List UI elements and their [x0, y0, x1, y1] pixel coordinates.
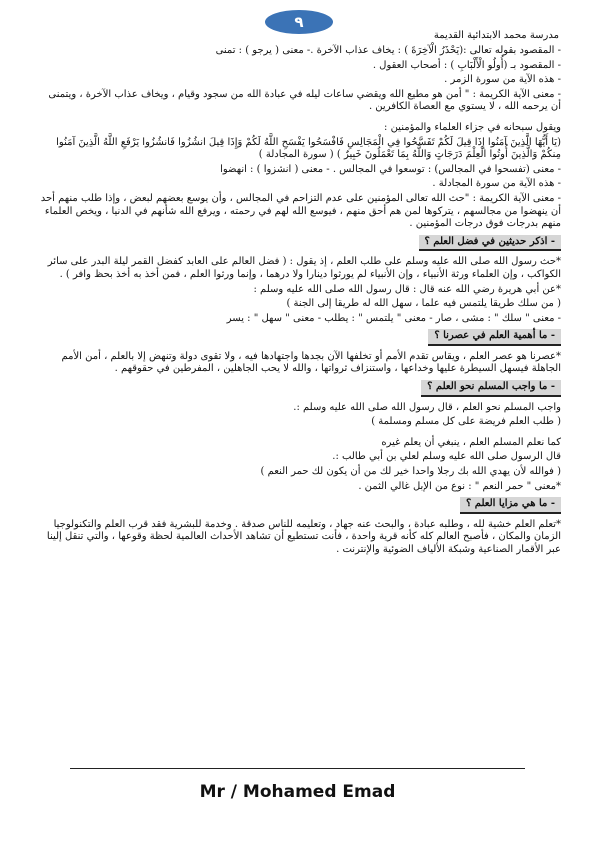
author-footer: Mr / Mohamed Emad — [199, 782, 396, 802]
page-number-badge: ٩ — [265, 10, 333, 34]
text-line: - معنى (تفسحوا في المجالس) : توسعوا في المجالس . - معنى ( انشزوا ) : انهضوا — [220, 163, 561, 175]
question-heading-text: - اذكر حديثين في فضل العلم ؟ — [419, 235, 561, 252]
text-line: - معنى الآية الكريمة : "حث الله تعالى المؤمنين على عدم التزاحم في المجالس ، وأن يوسع بعضهم لبعض ، وإذا طلب منهم أحد أن ينهضوا من مجالسهم ، يتركوها لمن هم أحق منهم ، فيوسع الله لهم في رحمته ، ويرفع الله شأنهم في الدنيا ، ويخص العلماء منهم بدرجات فوق درجات المؤمنين . — [40, 192, 561, 230]
text-line: *عصرنا هو عصر العلم ، ويقاس تقدم الأمم أو تخلفها الآن بجدها واجتهادها فيه ، ولا تقوى دولة وتنهض إلا بالعلم ، أمن الأمم الجاهلة فيسهل السيطرة عليها وخداعها ، واستنزاف ثرواتها ، والله لا يحب الجاهلين ، المفرطين في حقوقهم . — [61, 350, 561, 375]
text-line: ( فوالله لأن يهدي الله بك رجلا واحدا خير لك من أن يكون لك حمر النعم ) — [260, 466, 561, 478]
text-line: ( من سلك طريقا يلتمس فيه علما ، سهل الله له طريقا إلى الجنة ) — [286, 298, 561, 310]
question-heading — [36, 495, 561, 517]
question-heading — [36, 378, 561, 400]
footer-divider — [70, 768, 525, 769]
question-heading-text: - ما هي مزايا العلم ؟ — [460, 497, 561, 514]
text-line: - المقصود بـ (أُولُو الْأَلْبَابِ ) : أصحاب العقول . — [372, 59, 561, 71]
text-line: واجب المسلم نحو العلم ، قال رسول الله صلى الله عليه وسلم :. — [293, 401, 561, 413]
question-heading — [36, 327, 561, 349]
question-heading-text: - ما واجب المسلم نحو العلم ؟ — [421, 380, 561, 397]
text-line: كما نعلم المسلم العلم ، ينبغي أن يعلم غيره — [381, 436, 561, 448]
text-line: ( طلب العلم فريضة على كل مسلم ومسلمة ) — [371, 416, 561, 428]
text-line: *معنى " حمر النعم " : نوع من الإبل غالي الثمن . — [358, 480, 561, 492]
text-line: *عن أبي هريرة رضي الله عنه قال : قال رسول الله صلى الله عليه وسلم : — [253, 283, 561, 295]
text-line: - المقصود بقوله تعالى :(يَحْذَرُ الْآخِرَةَ ) : يخاف عذاب الآخرة .- معنى ( يرجو ) : تمنى — [215, 45, 561, 56]
text-line: ويقول سبحانه في جزاء العلماء والمؤمنين : — [384, 121, 561, 133]
text-line: (يَا أَيُّهَا الَّذِينَ آمَنُوا إِذَا قِيلَ لَكُمْ تَفَسَّحُوا فِي الْمَجَالِسِ فَافْسَحُوا يَفْسَحِ اللَّهُ لَكُمْ وَإِذَا قِيلَ انشُزُوا فَانشُزُوا يَرْفَعِ اللَّهُ الَّذِينَ آمَنُوا مِنكُمْ وَالَّذِينَ أُوتُوا الْعِلْمَ دَرَجَاتٍ وَاللَّهُ بِمَا تَعْمَلُونَ خَبِيرٌ ) ( سورة المجادلة ) — [56, 136, 561, 161]
text-line: - هذه الآية من سورة الزمر . — [444, 74, 561, 86]
question-heading-text: - ما أهمية العلم في عصرنا ؟ — [428, 329, 561, 346]
text-line: - معنى الآية الكريمة : " أمن هو مطيع الله ويقضي ساعات ليله في عبادة الله من سجود وقيام ، ويخاف عذاب الآخرة ، ويتمنى أن يرحمه الله ، لا يستوي مع العصاة الكافرين . — [48, 88, 561, 113]
text-line: *تعلم العلم خشية لله ، وطلبه عبادة ، والبحث عنه جهاد ، وتعليمه للناس صدقة . وخدمة للبشرية فقد قرب العلم والتكنولوجيا الزمان والمكان ، فأصبح العالم كله كأنه قرية واحدة ، فأنت تستطيع أن تشاهد الأحداث العالمية لحظة وقوعها ، والتي تنقل إلينا عبر الأقمار الصناعية وشبكة الألياف الضوئية والإنترنت . — [46, 518, 561, 555]
text-line: - معنى " سلك " : مشى ، صار - معنى " يلتمس " : يطلب - معنى " سهل " : يسر — [226, 312, 561, 324]
text-line: قال الرسول صلى الله عليه وسلم لعلي بن أبي طالب :. — [332, 451, 561, 463]
question-heading — [36, 233, 561, 255]
lesson-content — [36, 45, 561, 559]
text-line: *حث رسول الله صلى الله عليه وسلم على طلب العلم ، إذ يقول : ( فضل العالم على العابد كفضل القمر ليلة البدر على سائر الكواكب ، وإن العلماء ورثة الأنبياء ، وإن الأنبياء لم يورثوا دينارا ولا درهما ، وإنما ورثوا العلم ، فمن أخذ به أخذ بحظ وافر ) . — [47, 256, 561, 280]
text-line: - هذه الآية من سورة المجادلة . — [432, 178, 561, 190]
school-name: مدرسة محمد الابتدائية القديمة — [433, 30, 559, 41]
